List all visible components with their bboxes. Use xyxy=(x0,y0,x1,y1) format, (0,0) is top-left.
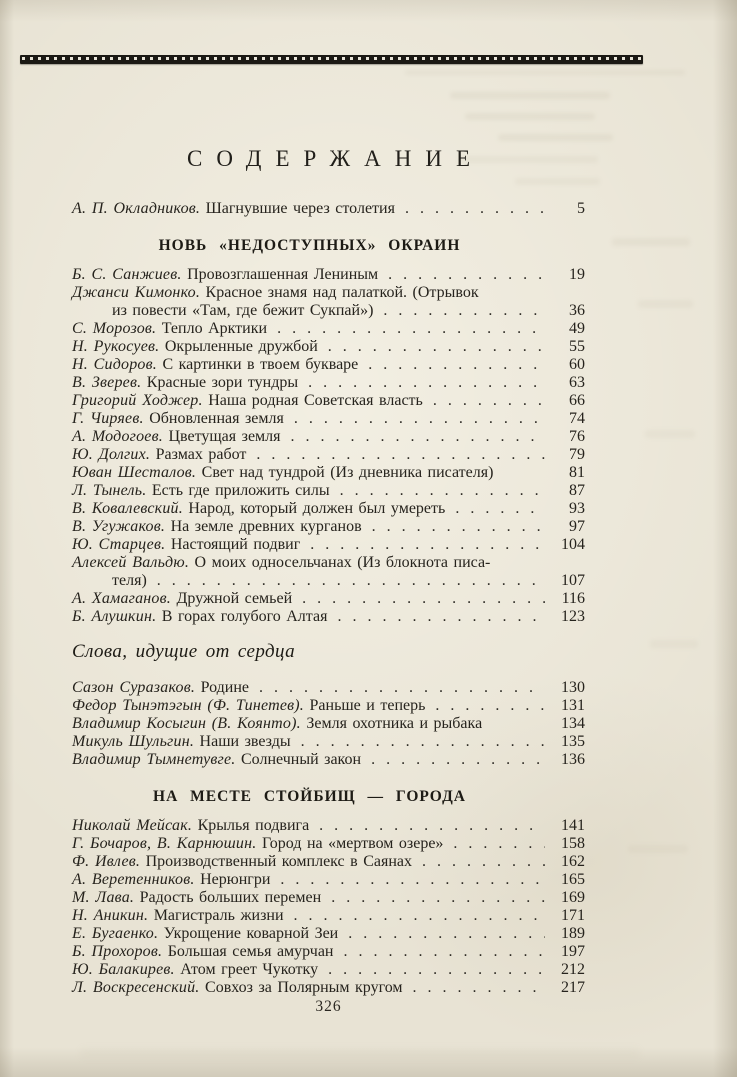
section-heading: Слова, идущие от сердца xyxy=(72,641,296,662)
entry-title: Производственный комплекс в Саянах xyxy=(145,853,413,870)
entry-text xyxy=(72,554,490,572)
toc-entry xyxy=(72,733,585,751)
dot-leader xyxy=(361,751,545,769)
entry-page-number: 171 xyxy=(561,907,585,924)
entry-title: Крылья подвига xyxy=(197,817,310,834)
entry-page-number: 104 xyxy=(561,536,585,553)
entry-author: Микуль Шульгин. xyxy=(72,733,195,750)
entry-page-number: 107 xyxy=(561,572,585,589)
dot-leader xyxy=(321,889,545,907)
entry-title: Провозглашенная Лениным xyxy=(187,266,379,283)
entry-author: Б. Прохоров. xyxy=(72,943,163,960)
entry-page-number: 165 xyxy=(561,871,585,888)
entry-title: Укрощение коварной Зеи xyxy=(163,925,339,942)
entry-author: М. Лава. xyxy=(72,889,135,906)
entry-author: Алексей Вальдю. xyxy=(72,554,190,571)
entry-page-number: 5 xyxy=(577,200,585,217)
entry-author: Ю. Старцев. xyxy=(72,536,166,553)
toc-entry xyxy=(72,410,585,428)
entry-text xyxy=(72,536,300,554)
toc-entry xyxy=(72,907,585,925)
toc-entry xyxy=(72,500,585,518)
entry-author: Ю. Балакирев. xyxy=(72,961,175,978)
entry-title: Окрыленные дружбой xyxy=(164,338,318,355)
entry-title: О моих односельчанах (Из блокнота писа- xyxy=(194,554,491,571)
dot-leader xyxy=(292,590,545,608)
dot-leader xyxy=(443,835,545,853)
entry-page-number: 136 xyxy=(561,751,585,768)
dot-leader xyxy=(309,817,545,835)
entry-title: Нерюнгри xyxy=(200,871,271,888)
dot-leader xyxy=(291,733,545,751)
dot-leader xyxy=(403,979,545,997)
entry-author: Владимир Косыгин (В. Коянто). xyxy=(72,715,301,732)
entry-text xyxy=(72,266,378,284)
entry-title: Родине xyxy=(200,679,249,696)
entry-title: Шагнувшие через столетия xyxy=(205,200,395,217)
dot-leader xyxy=(373,302,545,320)
entry-title: Красные зори тундры xyxy=(146,374,299,391)
entry-author: Г. Чиряев. xyxy=(72,410,144,427)
entry-author: А. Веретенников. xyxy=(72,871,195,888)
entry-author: В. Ковалевский. xyxy=(72,500,183,517)
entry-author: Н. Рукосуев. xyxy=(72,338,160,355)
toc-entry xyxy=(72,979,585,997)
toc-entry xyxy=(72,853,585,871)
dot-leader xyxy=(445,500,545,518)
entry-title: Наши звезды xyxy=(199,733,291,750)
entry-text xyxy=(72,284,479,302)
entry-title: Совхоз за Полярным кругом xyxy=(205,979,403,996)
entry-page-number: 158 xyxy=(561,835,585,852)
toc-entry xyxy=(72,338,585,356)
text-column xyxy=(72,0,585,1015)
toc-entry xyxy=(72,536,585,554)
entry-title: Раньше и теперь xyxy=(309,697,426,714)
entry-text xyxy=(72,500,445,518)
dot-leader xyxy=(412,853,545,871)
entry-author: Б. С. Санжиев. xyxy=(72,266,182,283)
entry-page-number: 97 xyxy=(569,518,585,535)
dot-leader xyxy=(298,374,545,392)
entry-page-number: 19 xyxy=(569,266,585,283)
entry-text xyxy=(72,482,330,500)
entry-author: А. Хамаганов. xyxy=(72,590,171,607)
section-heading: НОВЬ «НЕДОСТУПНЫХ» ОКРАИН xyxy=(158,237,461,254)
entry-text xyxy=(72,338,318,356)
entry-author: А. Модогоев. xyxy=(72,428,163,445)
entry-author: Г. Бочаров, В. Карнюшин. xyxy=(72,835,257,852)
dot-leader xyxy=(378,266,545,284)
toc-entry xyxy=(72,751,585,769)
toc-entry xyxy=(72,374,585,392)
entry-title: Атом греет Чукотку xyxy=(180,961,319,978)
page-title: СОДЕРЖАНИЕ xyxy=(186,146,484,171)
entry-text xyxy=(72,374,298,392)
entry-page-number: 55 xyxy=(569,338,585,355)
toc-section xyxy=(72,200,585,218)
dot-leader xyxy=(318,338,545,356)
dot-leader xyxy=(284,907,545,925)
entry-text xyxy=(72,446,246,464)
toc-section xyxy=(72,236,585,626)
dot-leader xyxy=(300,536,545,554)
entry-title: Солнечный закон xyxy=(241,751,362,768)
entry-author: Владимир Тымнетувге. xyxy=(72,751,236,768)
entry-text xyxy=(72,410,284,428)
entry-page-number: 66 xyxy=(569,392,585,409)
toc-entry xyxy=(72,835,585,853)
toc-entry xyxy=(72,320,585,338)
entry-title: Магистраль жизни xyxy=(153,907,284,924)
entry-text xyxy=(72,320,267,338)
dot-leader xyxy=(425,697,545,715)
entry-title-continued: теля) xyxy=(112,572,147,589)
entry-page-number: 130 xyxy=(561,679,585,696)
toc-entry xyxy=(72,464,585,482)
page-number: 326 xyxy=(315,998,342,1015)
entry-author: Джанси Кимонко. xyxy=(72,284,201,301)
entry-text xyxy=(72,979,403,997)
entry-title: Размах работ xyxy=(155,446,247,463)
entry-page-number: 49 xyxy=(569,320,585,337)
entry-text xyxy=(72,871,270,889)
entry-text xyxy=(72,356,358,374)
toc-entry xyxy=(72,817,585,835)
entry-page-number: 60 xyxy=(569,356,585,373)
toc-entry xyxy=(72,608,585,626)
toc-entry xyxy=(72,554,585,572)
toc-entry xyxy=(72,392,585,410)
section-entries xyxy=(72,817,585,997)
dot-leader xyxy=(358,356,545,374)
entry-text xyxy=(72,200,395,218)
entry-title: Город на «мертвом озере» xyxy=(261,835,444,852)
entry-title: В горах голубого Алтая xyxy=(161,608,328,625)
toc-entry xyxy=(72,889,585,907)
entry-author: Сазон Суразаков. xyxy=(72,679,196,696)
toc-entry xyxy=(72,715,585,733)
toc-entry xyxy=(72,925,585,943)
entry-title: На земле древних курганов xyxy=(170,518,362,535)
entry-title: Тепло Арктики xyxy=(161,320,268,337)
toc-entry xyxy=(72,961,585,979)
entry-page-number: 81 xyxy=(569,464,585,481)
entry-page-number: 162 xyxy=(561,853,585,870)
toc-entry xyxy=(72,284,585,302)
entry-text xyxy=(72,464,493,482)
entry-title: С картинки в твоем букваре xyxy=(162,356,359,373)
dot-leader xyxy=(362,518,545,536)
dot-leader xyxy=(318,961,545,979)
entry-page-number: 189 xyxy=(561,925,585,942)
entry-author: Б. Алушкин. xyxy=(72,608,157,625)
entry-page-number: 116 xyxy=(561,590,585,607)
toc-entry xyxy=(72,871,585,889)
dot-leader xyxy=(284,410,545,428)
entry-text xyxy=(72,715,482,733)
toc-entry xyxy=(72,266,585,284)
entry-author: В. Угужаков. xyxy=(72,518,166,535)
toc-entry xyxy=(72,943,585,961)
toc-entry-continuation xyxy=(72,572,585,590)
section-entries xyxy=(72,200,585,218)
entry-author: Федор Тынэтэгын (Ф. Тинетев). xyxy=(72,697,304,714)
table-of-contents xyxy=(72,200,585,997)
entry-page-number: 197 xyxy=(561,943,585,960)
entry-page-number: 74 xyxy=(569,410,585,427)
dot-leader xyxy=(330,482,545,500)
entry-text xyxy=(72,428,281,446)
entry-author: Юван Шесталов. xyxy=(72,464,197,481)
entry-text xyxy=(72,751,361,769)
entry-title: Красное знамя над палаткой. (Отрывок xyxy=(205,284,479,301)
toc-entry xyxy=(72,482,585,500)
entry-text xyxy=(72,590,292,608)
entry-title: Дружной семьей xyxy=(176,590,293,607)
toc-entry-continuation xyxy=(72,302,585,320)
entry-page-number: 87 xyxy=(569,482,585,499)
entry-author: А. П. Окладников. xyxy=(72,200,201,217)
toc-entry xyxy=(72,446,585,464)
entry-text xyxy=(72,518,362,536)
entry-title: Наша родная Советская власть xyxy=(208,392,423,409)
entry-text xyxy=(72,907,284,925)
toc-section xyxy=(72,787,585,997)
entry-page-number: 169 xyxy=(561,889,585,906)
toc-entry xyxy=(72,518,585,536)
section-entries xyxy=(72,679,585,769)
entry-text xyxy=(72,925,338,943)
entry-author: Е. Бугаенко. xyxy=(72,925,159,942)
entry-author: Л. Воскресенский. xyxy=(72,979,200,996)
dot-leader xyxy=(267,320,545,338)
entry-title-continued: из повести «Там, где бежит Сукпай») xyxy=(112,302,374,319)
entry-text xyxy=(72,853,412,871)
toc-entry xyxy=(72,200,585,218)
entry-text xyxy=(72,961,318,979)
entry-author: Григорий Ходжер. xyxy=(72,392,203,409)
entry-page-number: 63 xyxy=(569,374,585,391)
entry-page-number: 135 xyxy=(561,733,585,750)
entry-page-number: 76 xyxy=(569,428,585,445)
entry-author: Ф. Ивлев. xyxy=(72,853,141,870)
toc-entry xyxy=(72,356,585,374)
entry-author: Н. Аникин. xyxy=(72,907,149,924)
entry-page-number: 36 xyxy=(569,302,585,319)
entry-page-number: 123 xyxy=(561,608,585,625)
entry-title: Цветущая земля xyxy=(168,428,281,445)
entry-title: Земля охотника и рыбака xyxy=(306,715,483,732)
entry-title: Радость больших перемен xyxy=(139,889,322,906)
dot-leader xyxy=(338,925,545,943)
dot-leader xyxy=(281,428,545,446)
dot-leader xyxy=(246,446,545,464)
entry-text xyxy=(72,943,334,961)
entry-title: Большая семья амурчан xyxy=(167,943,334,960)
dot-leader xyxy=(334,943,546,961)
dot-leader xyxy=(395,200,545,218)
entry-author: С. Морозов. xyxy=(72,320,157,337)
entry-text xyxy=(72,733,291,751)
entry-page-number: 131 xyxy=(561,697,585,714)
entry-page-number: 134 xyxy=(561,715,585,732)
entry-text xyxy=(72,392,423,410)
toc-entry xyxy=(72,679,585,697)
entry-author: В. Зверев. xyxy=(72,374,142,391)
entry-text xyxy=(72,697,425,715)
entry-page-number: 93 xyxy=(569,500,585,517)
entry-text xyxy=(72,679,249,697)
section-heading: НА МЕСТЕ СТОЙБИЩ — ГОРОДА xyxy=(153,788,466,805)
dot-leader xyxy=(423,392,545,410)
entry-title: Настоящий подвиг xyxy=(170,536,301,553)
toc-section xyxy=(72,640,585,769)
entry-title: Есть где приложить силы xyxy=(151,482,330,499)
entry-author: Ю. Долгих. xyxy=(72,446,151,463)
entry-page-number: 217 xyxy=(561,979,585,996)
entry-text xyxy=(72,835,443,853)
entry-author: Л. Тынель. xyxy=(72,482,147,499)
dot-leader xyxy=(327,608,545,626)
toc-entry xyxy=(72,697,585,715)
dot-leader xyxy=(147,572,545,590)
toc-entry xyxy=(72,590,585,608)
dot-leader xyxy=(270,871,545,889)
entry-page-number: 141 xyxy=(561,817,585,834)
toc-entry xyxy=(72,428,585,446)
entry-text xyxy=(72,608,327,626)
section-entries xyxy=(72,266,585,626)
entry-author: Николай Мейсак. xyxy=(72,817,193,834)
entry-text xyxy=(72,817,309,835)
entry-page-number: 212 xyxy=(561,961,585,978)
dot-leader xyxy=(249,679,545,697)
entry-text xyxy=(72,889,321,907)
entry-title: Народ, который должен был умереть xyxy=(188,500,446,517)
entry-title: Обновленная земля xyxy=(149,410,284,427)
entry-title: Свет над тундрой (Из дневника писателя) xyxy=(201,464,494,481)
entry-page-number: 79 xyxy=(569,446,585,463)
entry-author: Н. Сидоров. xyxy=(72,356,157,373)
